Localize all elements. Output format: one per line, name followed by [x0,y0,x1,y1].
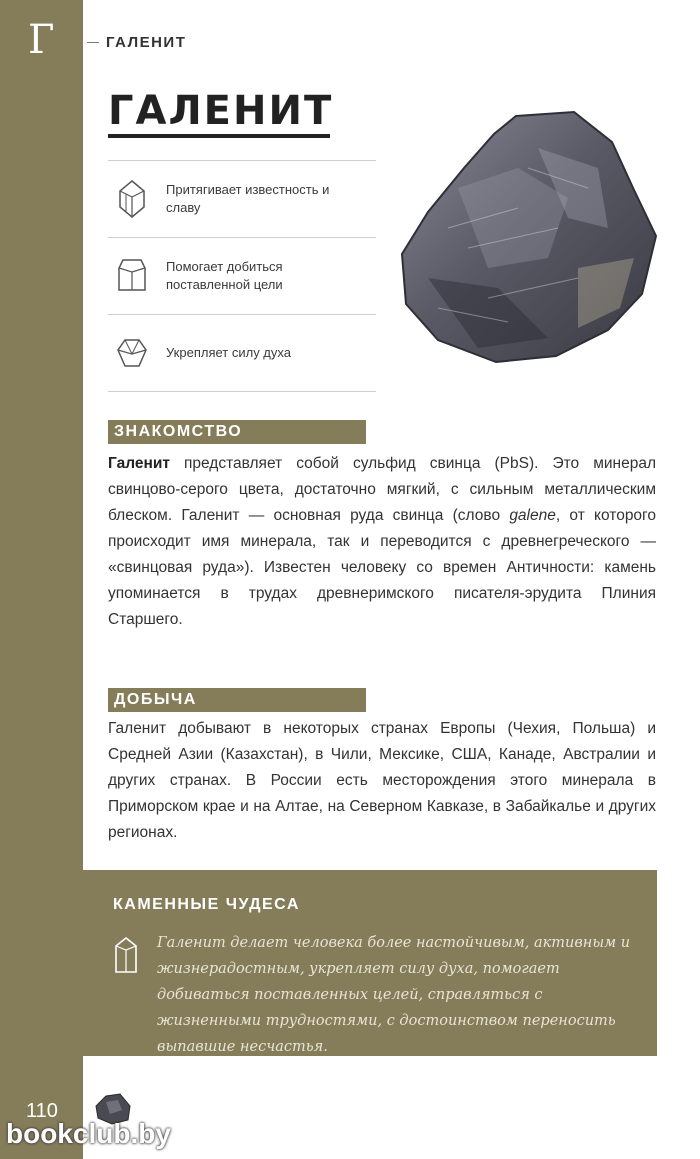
alphabet-letter: Г [28,17,55,63]
section-heading-mining: ДОБЫЧА [108,688,366,712]
properties-list [108,160,376,392]
crystal-icon [108,252,156,300]
intro-greek-word: galene [509,507,556,524]
intro-lead-term: Галенит [108,455,170,472]
running-header: ГАЛЕНИТ [106,34,187,51]
crystal-icon [113,936,139,976]
gem-icon [108,329,156,377]
intro-paragraph [108,451,656,633]
wonders-box [83,870,657,1056]
property-text: Притягивает известность и славу [166,182,330,215]
intro-text-part-1: представляет собой сульфид свинца (PbS). Это минерал свинцово-серого цвета, достаточно мягкий, с сильным металлическим блеском. Галенит — основная руда свинца (слово [108,455,656,524]
property-item [108,160,376,237]
intro-text-part-2: , от которого происходит имя минерала, так и переводится с древнегреческого — «свинцовая руда»). Известен человеку со времен Античности: камень упоминается в трудах древнеримского писателя-эрудита Плиния Старшего. [108,507,656,628]
watermark: bookclub.by [6,1118,171,1149]
wonders-heading: КАМЕННЫЕ ЧУДЕСА [113,896,300,913]
property-item [108,314,376,392]
property-text: Укрепляет силу духа [166,345,291,360]
page-title: ГАЛЕНИТ [108,88,334,134]
galena-stone-image [398,108,660,366]
wonders-text: Галенит делает человека более настойчивым, активным и жизнерадостным, укрепляет силу духа, помогает добиваться поставленных целей, справляться с жизненными трудностями, с достоинством переносить выпавшие несчастья. [157,935,631,1055]
crystal-icon [108,175,156,223]
mining-paragraph: Галенит добывают в некоторых странах Европы (Чехия, Польша) и Средней Азии (Казахстан), в Чили, Мексике, США, Канаде, Австралии и других странах. В России есть месторождения этого минерала в Приморском крае и на Алтае, на Северном Кавказе, в Забайкалье и других регионах. [108,720,656,841]
section-heading-intro: ЗНАКОМСТВО [108,420,366,444]
page-number: 110 [26,1100,58,1122]
left-margin-band [0,0,83,1159]
property-text: Помогает добиться поставленной цели [166,259,283,292]
property-item [108,237,376,314]
title-underline [108,134,330,138]
header-dash [87,42,99,43]
